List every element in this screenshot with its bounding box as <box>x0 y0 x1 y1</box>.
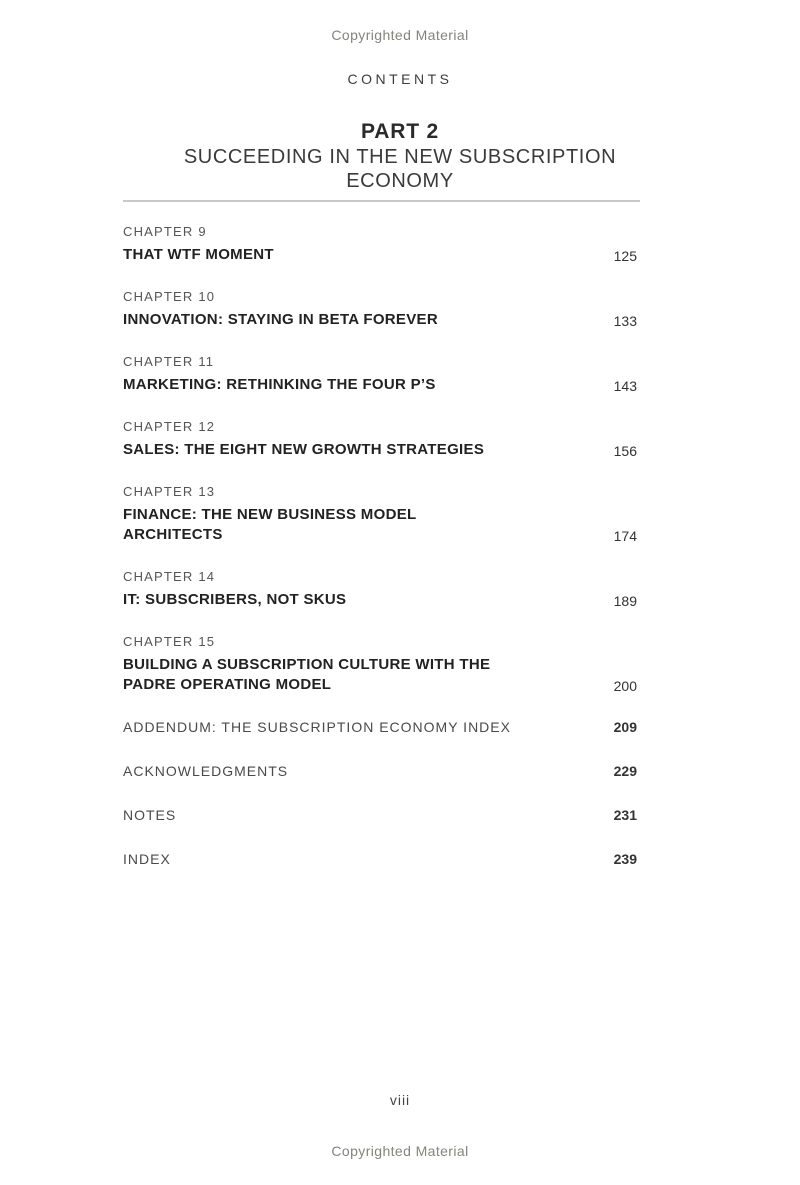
chapter-row <box>123 655 637 695</box>
toc-chapter-entry <box>123 484 637 545</box>
chapter-page-number: 156 <box>613 443 637 459</box>
chapter-page-number: 189 <box>613 593 637 609</box>
chapter-label: CHAPTER 11 <box>123 354 215 369</box>
toc-chapter-entry <box>123 354 637 395</box>
chapter-title: FINANCE: THE NEW BUSINESS MODEL ARCHITECTS <box>123 506 417 543</box>
back-matter-entry <box>123 807 637 824</box>
toc-chapter-entry <box>123 569 637 610</box>
toc-chapter-entry <box>123 289 637 330</box>
back-matter-page-number: 231 <box>613 807 637 823</box>
chapter-row <box>123 590 637 610</box>
chapter-label: CHAPTER 13 <box>123 484 216 499</box>
chapter-title: THAT WTF MOMENT <box>123 246 274 263</box>
chapter-label: CHAPTER 15 <box>123 634 216 649</box>
chapter-label: CHAPTER 9 <box>123 224 207 239</box>
back-matter-page-number: 229 <box>613 763 637 779</box>
back-matter-page-number: 209 <box>613 719 637 735</box>
back-matter-entry <box>123 719 637 736</box>
chapter-row <box>123 310 637 330</box>
bottom-copyright-notice: Copyrighted Material <box>331 1143 469 1159</box>
chapter-row <box>123 375 637 395</box>
part-title-line-1: SUCCEEDING IN THE NEW SUBSCRIPTION <box>183 146 617 168</box>
chapter-list <box>123 224 637 695</box>
chapter-title: BUILDING A SUBSCRIPTION CULTURE WITH THE PADRE OPERATING MODEL <box>123 656 491 693</box>
back-matter-title: ADDENDUM: THE SUBSCRIPTION ECONOMY INDEX <box>123 719 511 735</box>
chapter-label: CHAPTER 10 <box>123 289 216 304</box>
chapter-title: INNOVATION: STAYING IN BETA FOREVER <box>123 311 438 328</box>
page-folio: viii <box>389 1092 411 1108</box>
chapter-label: CHAPTER 12 <box>123 419 216 434</box>
contents-heading: CONTENTS <box>347 71 453 87</box>
chapter-page-number: 200 <box>613 678 637 694</box>
toc-chapter-entry <box>123 224 637 265</box>
chapter-page-number: 143 <box>613 378 637 394</box>
top-copyright-notice: Copyrighted Material <box>331 27 469 43</box>
chapter-title: IT: SUBSCRIBERS, NOT SKUS <box>123 591 347 608</box>
chapter-title: SALES: THE EIGHT NEW GROWTH STRATEGIES <box>123 441 485 458</box>
part-title-line-2: ECONOMY <box>346 170 454 192</box>
chapter-row <box>123 440 637 460</box>
back-matter-list <box>123 719 637 868</box>
chapter-row <box>123 505 637 545</box>
chapter-page-number: 174 <box>613 528 637 544</box>
chapter-title: MARKETING: RETHINKING THE FOUR P’S <box>123 376 436 393</box>
table-of-contents <box>123 224 637 868</box>
chapter-page-number: 125 <box>613 248 637 264</box>
back-matter-title: NOTES <box>123 807 177 823</box>
chapter-label: CHAPTER 14 <box>123 569 216 584</box>
back-matter-entry <box>123 763 637 780</box>
part-label: PART 2 <box>361 120 439 143</box>
section-divider <box>123 200 640 202</box>
back-matter-title: INDEX <box>123 851 171 867</box>
toc-chapter-entry <box>123 419 637 460</box>
chapter-row <box>123 245 637 265</box>
chapter-page-number: 133 <box>613 313 637 329</box>
back-matter-entry <box>123 851 637 868</box>
toc-chapter-entry <box>123 634 637 695</box>
back-matter-page-number: 239 <box>613 851 637 867</box>
back-matter-title: ACKNOWLEDGMENTS <box>123 763 289 779</box>
